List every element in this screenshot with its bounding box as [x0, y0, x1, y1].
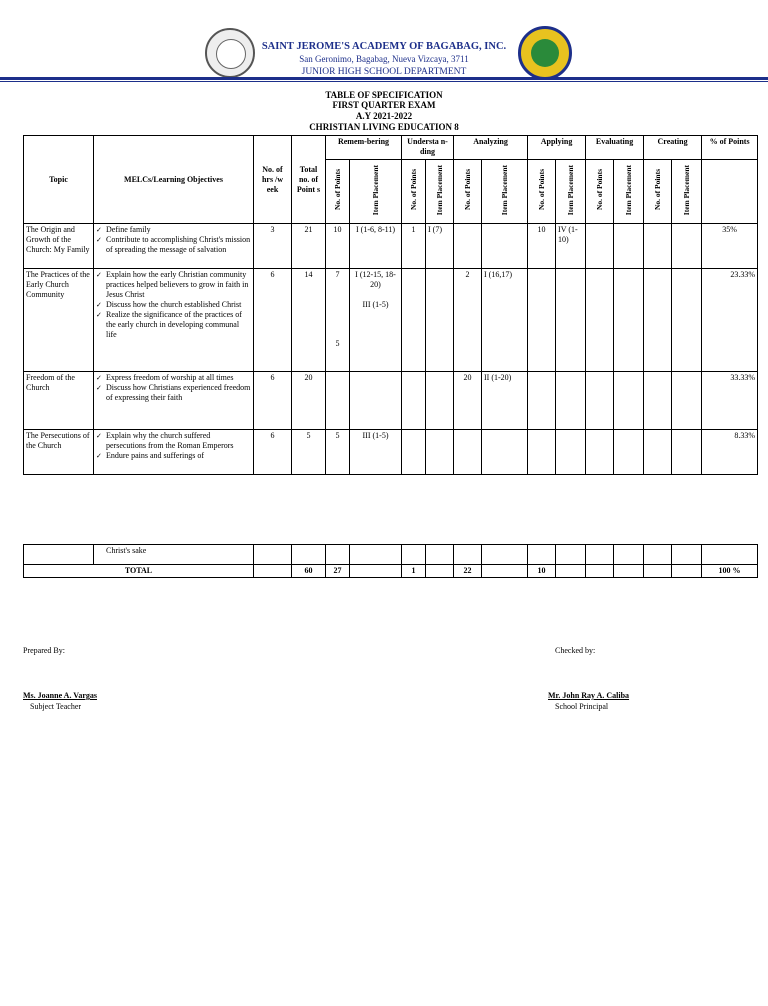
table-row: [24, 545, 758, 565]
subheader-no-points: No. of Points: [594, 169, 604, 211]
analyze-points-cell: 2: [454, 269, 482, 372]
remember-points-value: 7: [335, 270, 340, 279]
subheader-item-placement: Item Placement: [681, 164, 691, 216]
total-understand: 1: [402, 565, 426, 578]
subheader-no-points: No. of Points: [462, 169, 472, 211]
checked-by-name: Mr. John Ray A. Caliba: [548, 691, 630, 700]
table-row: [24, 372, 758, 430]
objectives-cell: [94, 224, 254, 269]
percent-cell: 23.33%: [702, 269, 758, 372]
prepared-by-title: Subject Teacher: [30, 702, 82, 711]
hours-cell: 6: [254, 269, 292, 372]
remember-item-value-2: III (1-5): [362, 300, 389, 309]
total-points-cell: 14: [292, 269, 326, 372]
school-address: San Geronimo, Bagabag, Nueva Vizcaya, 3711: [299, 54, 469, 64]
remember-points-cell: [326, 269, 350, 372]
objective-item: ✓ Realize the significance of the practices of the early church in developing communal life: [96, 310, 251, 340]
objective-item: ✓ Endure pains and sufferings of: [96, 451, 251, 461]
objective-item: ✓ Explain why the church suffered persecutions from the Roman Emperors: [96, 431, 251, 451]
analyze-points-cell: [454, 224, 482, 269]
hours-cell: 6: [254, 430, 292, 475]
total-remember: 27: [326, 565, 350, 578]
total-percent: 100 %: [702, 565, 758, 578]
total-points-cell: 20: [292, 372, 326, 430]
objectives-cell: [94, 372, 254, 430]
remember-item-cell: [350, 269, 402, 372]
header-topic: Topic: [24, 136, 94, 224]
analyze-points-cell: 20: [454, 372, 482, 430]
subheader-no-points: No. of Points: [652, 169, 662, 211]
percent-cell: 33.33%: [702, 372, 758, 430]
header-analyzing: Analyzing: [454, 136, 528, 160]
subheader-item-placement: Item Placement: [434, 164, 444, 216]
department-name: JUNIOR HIGH SCHOOL DEPARTMENT: [301, 67, 467, 77]
header-rule: [0, 77, 768, 80]
header-melcs: MELCs/Learning Objectives: [94, 136, 254, 224]
understand-item-cell: I (7): [426, 224, 454, 269]
school-name: SAINT JEROME'S ACADEMY OF BAGABAG, INC.: [261, 41, 507, 52]
remember-item-cell: I (1-6, 8-11): [350, 224, 402, 269]
checked-by-label: Checked by:: [555, 646, 596, 655]
total-points: 60: [292, 565, 326, 578]
subject-title: CHRISTIAN LIVING EDUCATION 8: [309, 122, 459, 132]
topic-cell: The Practices of the Early Church Community: [24, 269, 94, 372]
header-percent-points: % of Points: [702, 136, 758, 160]
objective-item: ✓ Contribute to accomplishing Christ's mission of spreading the message of salvation: [96, 235, 251, 255]
total-points-cell: 21: [292, 224, 326, 269]
apply-points-cell: 10: [528, 224, 556, 269]
subheader-item-placement: Item Placement: [499, 164, 509, 216]
header-total-points: Total no. of Point s: [292, 136, 326, 224]
header-applying: Applying: [528, 136, 586, 160]
apply-item-cell: IV (1-10): [556, 224, 586, 269]
topic-cell: The Origin and Growth of the Church: My Family: [24, 224, 94, 269]
analyze-item-cell: [482, 224, 528, 269]
objective-item: ✓ Explain how the early Christian community practices helped believers to grow in faith in Jesus Christ: [96, 270, 251, 300]
prepared-by-name: Ms. Joanne A. Vargas: [23, 691, 98, 700]
total-row: [24, 565, 758, 578]
header-remembering: Remem-bering: [326, 136, 402, 160]
subheader-no-points: No. of Points: [408, 169, 418, 211]
subheader-item-placement: Item Placement: [565, 164, 575, 216]
topic-cell: Freedom of the Church: [24, 372, 94, 430]
topic-cell: The Persecutions of the Church: [24, 430, 94, 475]
exam-title: FIRST QUARTER EXAM: [332, 100, 436, 110]
hours-cell: 6: [254, 372, 292, 430]
table-row: [24, 224, 758, 269]
total-apply: 10: [528, 565, 556, 578]
remember-item-cell: III (1-5): [350, 430, 402, 475]
percent-cell: 35%: [702, 224, 758, 269]
subheader-no-points: No. of Points: [536, 169, 546, 211]
checked-by-title: School Principal: [555, 702, 609, 711]
total-analyze: 22: [454, 565, 482, 578]
percent-cell: 8.33%: [702, 430, 758, 475]
specification-table: [23, 135, 758, 475]
analyze-item-cell: II (1-20): [482, 372, 528, 430]
total-label: TOTAL: [24, 565, 254, 578]
hours-cell: 3: [254, 224, 292, 269]
objective-item: ✓ Define family: [96, 225, 251, 235]
total-points-cell: 5: [292, 430, 326, 475]
specification-table-continued: [23, 544, 758, 578]
objective-continuation: Christ's sake: [94, 545, 254, 565]
header-rule-thin: [0, 81, 768, 82]
subheader-item-placement: Item Placement: [623, 164, 633, 216]
table-row: [24, 430, 758, 475]
remember-points-cell: 5: [326, 430, 350, 475]
header-understanding: Understa n-ding: [402, 136, 454, 160]
analyze-item-cell: I (16,17): [482, 269, 528, 372]
understand-points-cell: 1: [402, 224, 426, 269]
objectives-cell: [94, 430, 254, 475]
subheader-percent-empty: [702, 160, 758, 224]
remember-points-value-2: 5: [335, 339, 340, 348]
objective-item: ✓ Discuss how the church established Christ: [96, 300, 251, 310]
doc-title: TABLE OF SPECIFICATION: [325, 90, 443, 100]
header-hours: No. of hrs /w eek: [254, 136, 292, 224]
objectives-cell: [94, 269, 254, 372]
header-evaluating: Evaluating: [586, 136, 644, 160]
table-row: [24, 269, 758, 372]
prepared-by-label: Prepared By:: [23, 646, 65, 655]
subheader-no-points: No. of Points: [332, 169, 342, 211]
remember-item-value: I (12-15, 18-20): [355, 270, 396, 289]
objective-item: ✓ Discuss how Christians experienced freedom of expressing their faith: [96, 383, 251, 403]
academic-year: A.Y 2021-2022: [355, 111, 413, 121]
remember-points-cell: 10: [326, 224, 350, 269]
subheader-item-placement: Item Placement: [370, 164, 380, 216]
header-creating: Creating: [644, 136, 702, 160]
objective-item: ✓ Express freedom of worship at all times: [96, 373, 251, 383]
